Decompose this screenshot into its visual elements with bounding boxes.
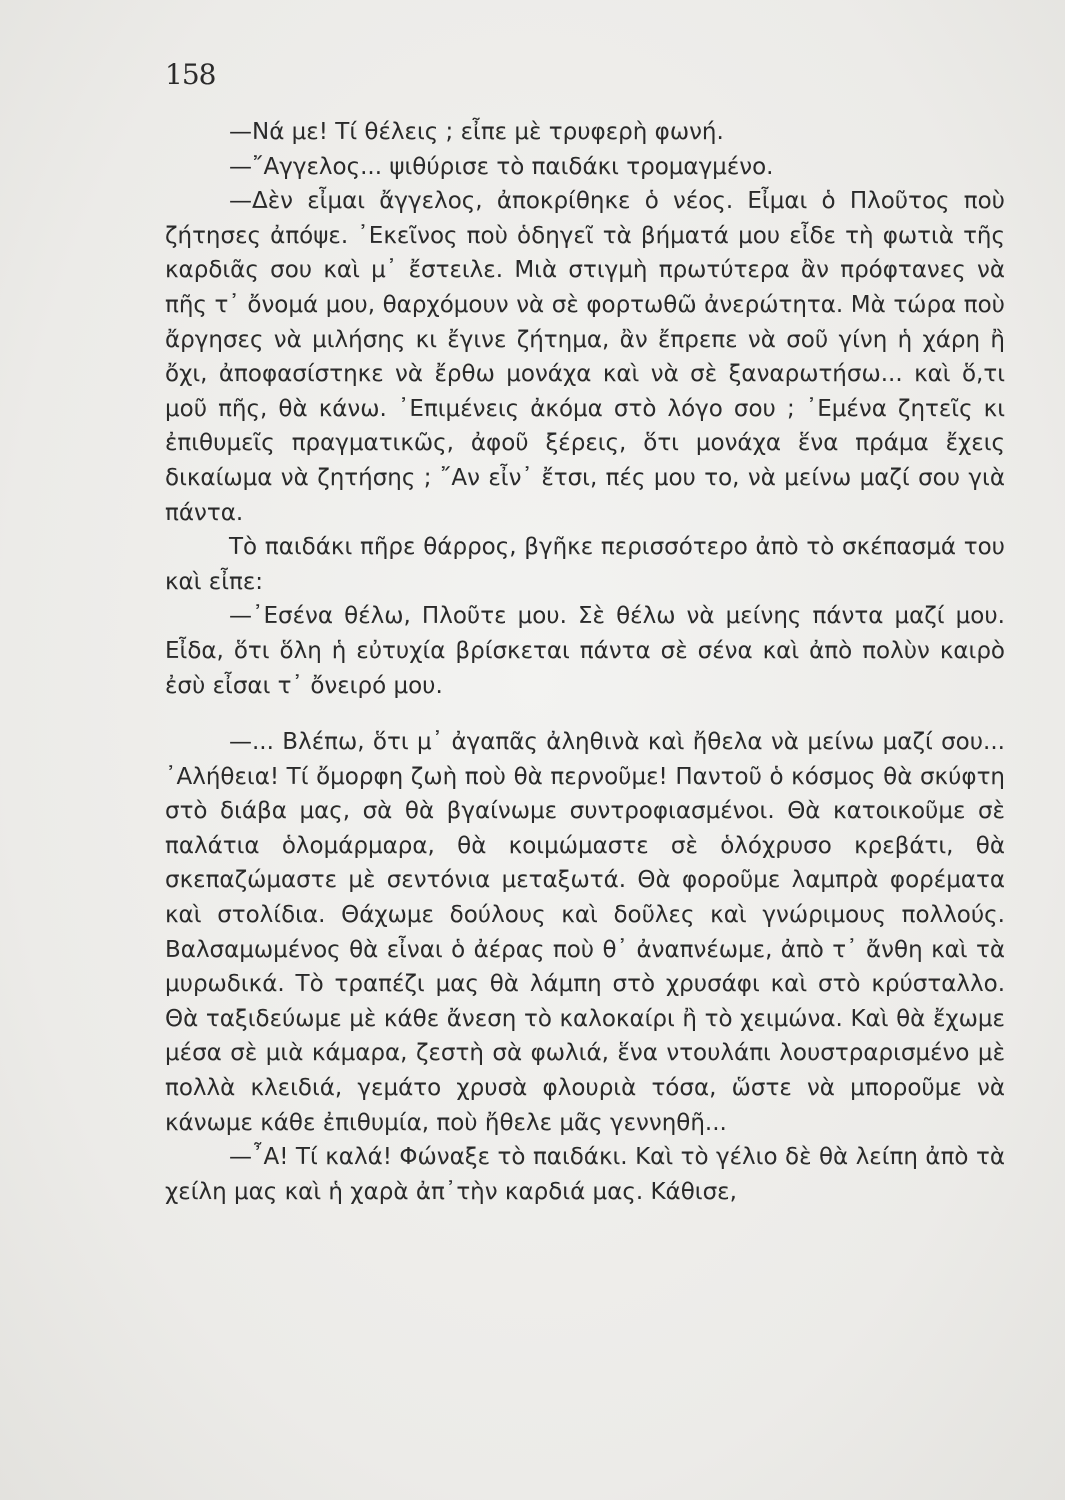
paragraph: —Δὲν εἶμαι ἄγγελος, ἀποκρίθηκε ὁ νέος. Εἶμαι ὁ Πλοῦτος ποὺ ζήτησες ἀπόψε. ᾿Εκεῖνος ποὺ ὁδηγεῖ τὰ βήματά μου εἶδε τὴ φωτιὰ τῆς καρδιᾶς σου καὶ μ᾿ ἔστειλε. Μιὰ στιγμὴ πρωτύτερα ἂν πρόφτανες νὰ πῆς τ᾿ ὄνομά μου, θαρχόμουν νὰ σὲ φορτωθῶ ἀνερώτητα. Μὰ τώρα ποὺ ἄργησες νὰ μιλήσης κι ἔγινε ζήτημα, ἂν ἔπρεπε νὰ σοῦ γίνη ἡ χάρη ἢ ὄχι, ἀποφασίστηκε νὰ ἔρθω μονάχα καὶ νὰ σὲ ξαναρωτήσω... καὶ ὅ,τι μοῦ πῆς, θὰ κάνω. ᾿Επιμένεις ἀκόμα στὸ λόγο σου ; ᾿Εμένα ζητεῖς κι ἐπιθυμεῖς πραγματικῶς, ἀφοῦ ξέρεις, ὅτι μονάχα ἕνα πράμα ἔχεις δικαίωμα νὰ ζητήσης ; ῎Αν εἶν᾿ ἔτσι, πές μου το, νὰ μείνω μαζί σου γιὰ πάντα. — [165, 188, 1005, 526]
paragraph: —῎Αγγελος... ψιθύρισε τὸ παιδάκι τρομαγμένο. — [229, 153, 774, 180]
paragraph: —᾿Εσένα θέλω, Πλοῦτε μου. Σὲ θέλω νὰ μείνης πάντα μαζί μου. Εἶδα, ὅτι ὅλη ἡ εὐτυχία βρίσκεται πάντα σὲ σένα καὶ ἀπὸ πολὺν καιρὸ ἐσὺ εἶσαι τ᾿ ὄνειρό μου. — [165, 603, 1005, 699]
paragraph: Τὸ παιδάκι πῆρε θάρρος, βγῆκε περισσότερο ἀπὸ τὸ σκέπασμά του καὶ εἶπε: — [165, 534, 1005, 595]
body-text — [165, 115, 1005, 1209]
paragraph: —῏Α! Τί καλά! Φώναξε τὸ παιδάκι. Καὶ τὸ γέλιο δὲ θὰ λείπη ἀπὸ τὰ χείλη μας καὶ ἡ χαρὰ ἀπ᾿τὴν καρδιά μας. Κάθισε, — [165, 1144, 1005, 1205]
paragraph: —... Βλέπω, ὅτι μ᾿ ἀγαπᾶς ἀληθινὰ καὶ ἤθελα νὰ μείνω μαζί σου... ᾿Αλήθεια! Τί ὄμορφη ζωὴ ποὺ θὰ περνοῦμε! Παντοῦ ὁ κόσμος θὰ σκύφτη στὸ διάβα μας, σὰ θὰ βγαίνωμε συντροφιασμένοι. Θὰ κατοικοῦμε σὲ παλάτια ὁλομάρμαρα, θὰ κοιμώμαστε σὲ ὁλόχρυσο κρεβάτι, θὰ σκεπαζώμαστε μὲ σεντόνια μεταξωτά. Θὰ φοροῦμε λαμπρὰ φορέματα καὶ στολίδια. Θάχωμε δούλους καὶ δοῦλες καὶ γνώριμους πολλούς. Βαλσαμωμένος θὰ εἶναι ὁ ἀέρας ποὺ θ᾿ ἀναπνέωμε, ἀπὸ τ᾿ ἄνθη καὶ τὰ μυρωδικά. Τὸ τραπέζι μας θὰ λάμπη στὸ χρυσάφι καὶ στὸ κρύσταλλο. Θὰ ταξιδεύωμε μὲ κάθε ἄνεση τὸ καλοκαίρι ἢ τὸ χειμώνα. Καὶ θὰ ἔχωμε μέσα σὲ μιὰ κάμαρα, ζεστὴ σὰ φωλιά, ἕνα ντουλάπι λουστραρισμένο μὲ πολλὰ κλειδιά, γεμάτο χρυσὰ φλουριὰ τόσα, ὥστε νὰ μποροῦμε νὰ κάνωμε κάθε ἐπιθυμία, ποὺ ἤθελε μᾶς γεννηθῆ... — [165, 729, 1005, 1136]
paragraph: —Νά με! Τί θέλεις ; εἶπε μὲ τρυφερὴ φωνή. — [229, 119, 724, 145]
page-number: 158 — [165, 58, 216, 91]
